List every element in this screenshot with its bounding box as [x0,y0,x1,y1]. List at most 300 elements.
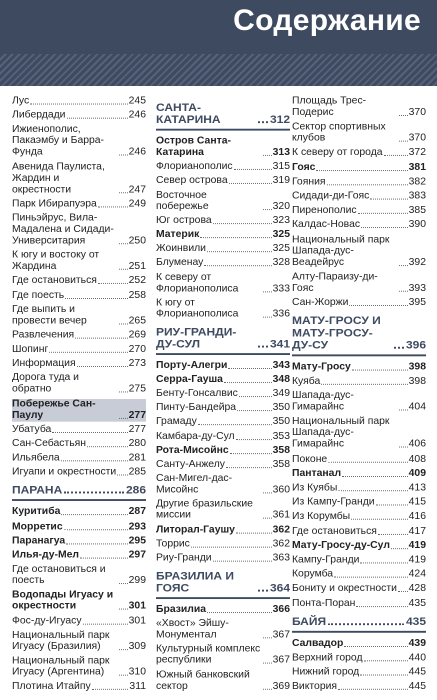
dot-leader [228,368,271,369]
entry-page-number: 385 [408,205,426,216]
toc-entry[interactable] [292,376,426,387]
toc-entry[interactable] [156,460,290,471]
toc-entry[interactable] [156,215,290,226]
dot-leader [98,206,128,207]
dot-leader [263,209,272,210]
entry-page-number: 367 [272,655,290,666]
dot-leader [224,382,272,383]
dot-leader [64,492,124,494]
dot-leader [67,118,128,119]
entry-label: Флорианополис [156,161,233,172]
toc-entry[interactable] [292,362,426,373]
dot-leader [399,265,408,266]
dot-leader [321,384,407,385]
toc-entry[interactable] [156,375,290,386]
toc-entry[interactable] [12,630,146,653]
toc-entry[interactable] [292,205,426,216]
toc-entry[interactable] [292,526,426,537]
toc-entry[interactable] [292,512,426,523]
toc-entry[interactable] [156,605,290,616]
entry-page-number: 381 [408,162,426,173]
dot-leader [204,266,271,267]
dot-leader [263,518,272,519]
toc-entry[interactable] [292,681,426,692]
dot-leader [119,392,128,393]
entry-label: Мату-Гросу-ду-Сул [292,540,390,551]
entry-label: Риу-Гранди [156,553,212,564]
entry-page-number: 406 [408,439,426,450]
toc-entry[interactable] [292,417,426,451]
dot-leader [349,305,407,306]
toc-entry[interactable] [12,656,146,679]
toc-entry[interactable] [292,122,426,145]
entry-page-number: 287 [128,506,146,518]
dot-leader [376,505,408,506]
entry-label: Национальный парк Игуасу (Аргентина) [12,655,110,678]
dot-leader [263,688,272,689]
section-heading[interactable] [156,326,290,355]
dot-leader [236,439,272,440]
toc-entry[interactable] [12,439,146,450]
dot-leader [360,562,407,563]
toc-entry[interactable] [156,389,290,400]
toc-entry[interactable] [292,191,426,202]
dot-leader [87,446,128,447]
toc-entry[interactable] [12,507,146,518]
dot-leader [358,213,408,214]
entry-page-number: 315 [272,161,290,172]
entry-page-number: 295 [128,535,146,547]
entry-label: Кампу-Гранди [292,554,360,566]
toc-entry[interactable] [12,550,146,561]
title-banner [0,0,437,86]
toc-entry[interactable] [12,681,146,692]
toc-entry[interactable] [156,539,290,550]
dot-leader [80,558,128,559]
entry-label: К северу от города [292,147,383,159]
entry-page-number: 408 [408,453,426,465]
entry-label: Убатуба [12,424,52,435]
entry-page-number: 358 [272,459,290,470]
entry-page-number: 275 [128,384,146,395]
toc-entry[interactable] [12,250,146,273]
entry-label: Бразилиа [156,604,207,615]
section-page-number: 312 [269,112,290,126]
dot-leader [338,689,408,690]
dot-leader [399,410,408,411]
dot-leader [119,609,128,610]
entry-page-number: 424 [408,569,426,580]
toc-entry[interactable] [156,525,290,536]
section-heading[interactable] [12,484,146,501]
entry-page-number: 299 [128,575,146,587]
dot-leader [49,352,127,353]
entry-page-number: 445 [408,666,426,678]
toc-entry[interactable] [292,483,426,494]
entry-label: Пантанал [292,468,342,479]
entry-page-number: 366 [272,604,290,615]
toc-entry[interactable] [12,359,146,370]
entry-page-number: 319 [272,175,290,187]
entry-page-number: 439 [408,637,426,649]
section-heading-label: САНТА-КАТАРИНА [156,100,221,126]
entry-label: Игуапи и окрестности [12,467,117,478]
entry-label: Виктория [292,681,338,692]
toc-entry[interactable] [12,521,146,532]
toc-entry[interactable] [156,619,290,641]
entry-label: Шапада-дус-Гимарайнс [292,390,354,413]
toc-entry[interactable] [292,162,426,173]
entry-page-number: 348 [272,374,290,385]
entry-page-number: 247 [128,184,146,195]
entry-page-number: 445 [408,681,426,692]
entry-label: Материк [156,229,200,240]
dot-leader [230,453,272,454]
entry-page-number: 419 [408,540,426,551]
entry-label: Где остановиться [12,275,97,287]
toc-entry[interactable] [12,373,146,396]
dot-leader [263,493,272,494]
entry-page-number: 413 [408,482,426,494]
toc-entry[interactable] [12,536,146,547]
entry-page-number: 323 [272,215,290,226]
section-heading-label: БРАЗИЛИА И ГОЯС [156,569,235,595]
entry-page-number: 440 [408,652,426,663]
entry-page-number: 392 [408,257,426,268]
entry-page-number: 367 [272,630,290,641]
entry-label: Где остановиться и поесть [12,564,106,587]
entry-label: Морретис [12,521,63,532]
dot-leader [361,227,408,228]
dot-leader [119,418,128,419]
toc-entry[interactable] [156,244,290,255]
toc-entry[interactable] [156,360,290,371]
toc-entry[interactable] [12,290,146,301]
entry-label: Другие бразильские миссии [156,499,253,521]
dot-leader [398,591,408,592]
entry-page-number: 281 [128,453,146,464]
entry-label: Водопады Игуасу и окрестности [12,590,114,612]
entry-label: Остров Санта-Катарина [156,136,231,158]
entry-label: Площадь Трес-Подерис [292,96,367,118]
entry-page-number: 395 [408,297,426,308]
entry-page-number: 398 [408,361,426,373]
entry-label: Пиренополис [292,205,357,216]
toc-section [156,102,290,320]
toc-entry[interactable] [12,96,146,107]
entry-page-number: 252 [128,275,146,287]
entry-label: Фос-ду-Игуасу [12,615,82,627]
toc-entry[interactable] [156,272,290,294]
dot-leader [394,347,404,349]
toc-entry[interactable] [156,136,290,158]
entry-label: Сан-Себастьян [12,438,86,450]
dot-leader [328,623,404,625]
toc-entry[interactable] [12,162,146,196]
dot-leader [66,543,127,544]
toc-entry[interactable] [292,555,426,566]
toc-entry[interactable] [292,454,426,465]
entry-page-number: 343 [272,360,290,371]
section-heading-label: МАТУ-ГРОСУ И МАТУ-ГРОСУ-ДУ-СУ [292,313,381,352]
entry-label: Камбара-ду-Сул [156,431,235,442]
toc-entry[interactable] [292,96,426,119]
entry-label: Культурный комплекс республики [156,644,261,666]
toc-section [156,570,290,692]
toc-entry[interactable] [292,652,426,663]
toc-entry[interactable] [292,667,426,678]
section-heading-label: БАЙЯ [292,614,327,628]
toc-entry[interactable] [292,148,426,159]
toc-entry[interactable] [292,177,426,188]
entry-label: Плотина Итайпу [12,681,91,692]
entry-label: Из Корумбы [292,511,351,522]
entry-label: Бониту и окрестности [292,583,397,595]
toc-column-3 [292,96,426,698]
toc-entry[interactable] [156,176,290,187]
dot-leader [98,283,128,284]
dot-leader [119,243,128,244]
entry-label: Ижиенополис, Пакаэмбу и Барра-Фунда [12,124,105,158]
entry-page-number: 246 [128,110,146,121]
toc-entry[interactable] [292,220,426,231]
toc-entry[interactable] [156,230,290,241]
toc-entry[interactable] [292,638,426,649]
toc-entry[interactable] [12,213,146,247]
entry-label: Южный банковский сектор [156,669,250,692]
dot-leader [119,155,128,156]
entry-page-number: 358 [272,445,290,456]
toc-entry[interactable] [12,304,146,327]
entry-page-number: 310 [128,667,146,678]
toc-entry[interactable] [12,199,146,210]
dot-leader [344,646,407,647]
section-heading-label: ПАРАНА [12,483,63,497]
entry-label: Литорал-Гаушу [156,524,235,536]
entry-page-number: 328 [272,258,290,269]
dot-leader [258,590,268,592]
toc-entry[interactable] [156,474,290,496]
dot-leader [258,345,268,347]
toc-entry[interactable] [12,110,146,121]
entry-label: Гояния [292,176,326,187]
entry-label: Сектор спортивных клубов [292,121,386,144]
toc-entry[interactable] [292,540,426,551]
dot-leader [234,169,272,170]
dot-leader [191,546,272,547]
toc-entry[interactable] [12,330,146,341]
entry-label: Развлечения [12,329,75,341]
entry-label: Гояс [292,162,316,173]
entry-label: Мату-Гросу [292,361,351,373]
entry-page-number: 393 [408,282,426,294]
dot-leader [263,155,272,156]
entry-page-number: 362 [272,538,290,550]
toc-entry[interactable] [12,564,146,587]
dot-leader [226,467,272,468]
toc-entry[interactable] [12,276,146,287]
entry-page-number: 325 [272,243,290,255]
dot-leader [370,199,407,200]
entry-label: Серра-Гауша [156,374,223,385]
section-heading[interactable] [156,570,290,599]
toc-entry[interactable] [12,453,146,464]
entry-page-number: 285 [128,467,146,478]
toc-entry[interactable] [156,298,290,320]
toc-entry[interactable] [156,162,290,173]
dot-leader [30,104,127,105]
toc-entry[interactable] [156,644,290,666]
toc-entry[interactable] [156,431,290,442]
entry-label: Бенту-Гонсалвис [156,388,238,399]
entry-label: Жоинвили [156,243,206,255]
toc-entry[interactable] [292,391,426,414]
entry-label: Сидади-ди-Гояс [292,190,370,202]
entry-page-number: 383 [408,190,426,202]
toc-entry[interactable] [292,234,426,268]
entry-label: К югу от Флорианополиса [156,297,239,320]
entry-label: Национальный парк Шапада-дус-Веадейрус [292,234,390,268]
entry-page-number: 280 [128,438,146,450]
section-heading-label: РИУ-ГРАНДИ-ДУ-СУЛ [156,324,237,351]
toc-section [292,615,426,692]
entry-label: Илья-ду-Мел [12,550,79,561]
entry-label: Поконе [292,453,328,465]
toc-entry[interactable] [156,190,290,212]
entry-label: Юг острова [156,215,212,226]
entry-label: Порту-Алегри [156,360,228,371]
section-heading[interactable] [292,314,426,356]
toc-column-1 [12,96,146,698]
dot-leader [391,548,408,549]
entry-label: Корумба [292,569,334,580]
entry-page-number: 277 [128,424,146,435]
toc-section [156,326,290,565]
entry-page-number: 419 [408,554,426,566]
entry-label: Где поесть [12,289,65,301]
section-heading[interactable] [292,615,426,632]
dot-leader [119,649,128,650]
dot-leader [342,476,408,477]
dot-leader [65,298,127,299]
entry-label: Калдас-Новас [292,219,361,231]
entry-page-number: 416 [408,511,426,522]
entry-label: Национальный парк Шапада-дус-Гимарайнс [292,416,390,450]
toc-entry[interactable] [156,670,290,692]
entry-label: Лус [12,96,30,107]
entry-page-number: 350 [272,402,290,414]
page-title: Содержание [233,4,421,37]
entry-label: К северу от Флорианополиса [156,272,239,294]
dot-leader [117,475,127,476]
entry-page-number: 301 [128,615,146,627]
dot-leader [399,115,408,116]
section-page-number: 341 [269,336,290,351]
entry-page-number: 415 [408,497,426,508]
dot-leader [198,425,272,426]
entry-page-number: 349 [272,388,290,399]
toc-entry[interactable] [12,616,146,627]
dot-leader [213,223,272,224]
toc-entry[interactable] [292,497,426,508]
entry-page-number: 277 [128,409,146,421]
entry-page-number: 362 [272,524,290,536]
dot-leader [61,461,128,462]
entry-page-number: 350 [272,417,290,428]
dot-leader [352,369,408,370]
entry-label: Рота-Мисойнс [156,445,229,456]
dot-leader [119,192,128,193]
entry-page-number: 273 [128,358,146,370]
entry-page-number: 390 [408,219,426,231]
entry-label: Ильябела [12,453,60,464]
toc-entry[interactable] [292,271,426,294]
dot-leader [263,637,272,638]
toc-entry[interactable] [292,569,426,580]
toc-entry[interactable] [292,297,426,308]
entry-label: Сан-Мигел-дас-Мисойнс [156,473,233,496]
toc-entry[interactable] [156,499,290,521]
toc-entry[interactable] [12,424,146,435]
entry-page-number: 333 [272,283,290,294]
entry-label: Сан-Жоржи [292,297,349,308]
toc-entry[interactable] [156,258,290,269]
toc-entry[interactable] [156,446,290,457]
entry-label: Национальный парк Игуасу (Бразилия) [12,630,110,652]
entry-label: Из Кампу-Гранди [292,497,375,508]
entry-page-number: 293 [128,521,146,532]
dot-leader [119,269,128,270]
dot-leader [239,396,272,397]
dot-leader [364,660,408,661]
entry-label: Куритиба [12,506,61,518]
entry-page-number: 404 [408,402,426,413]
toc-entry[interactable] [12,344,146,355]
section-heading[interactable] [156,102,290,131]
dot-leader [263,291,272,292]
entry-label: Понта-Поран [292,598,356,609]
toc-entry[interactable] [156,417,290,428]
toc-entry[interactable] [292,468,426,479]
entry-page-number: 250 [128,235,146,247]
toc-entry[interactable] [156,553,290,564]
dot-leader [237,410,272,411]
dot-leader [351,519,408,520]
toc-entry[interactable] [156,403,290,414]
dot-leader [92,689,129,690]
dot-leader [207,251,272,252]
toc-entry[interactable] [12,125,146,159]
entry-label: Паранагуа [12,535,66,547]
toc-entry[interactable] [292,598,426,609]
entry-page-number: 249 [128,198,146,210]
dot-leader [61,515,127,516]
entry-label: Нижний город [292,666,360,678]
dot-leader [384,155,408,156]
dot-leader [338,490,407,491]
dot-leader [399,290,408,291]
entry-label: Алту-Параизу-ди-Гояс [292,271,378,294]
toc-entry[interactable] [12,590,146,613]
toc-entry[interactable] [12,467,146,478]
entry-label: Дорога туда и обратно [12,373,79,395]
toc-entry[interactable] [12,399,146,422]
toc-entry[interactable] [292,584,426,595]
dot-leader [119,583,128,584]
dot-leader [77,366,128,367]
entry-page-number: 297 [128,550,146,561]
dot-leader [316,170,407,171]
